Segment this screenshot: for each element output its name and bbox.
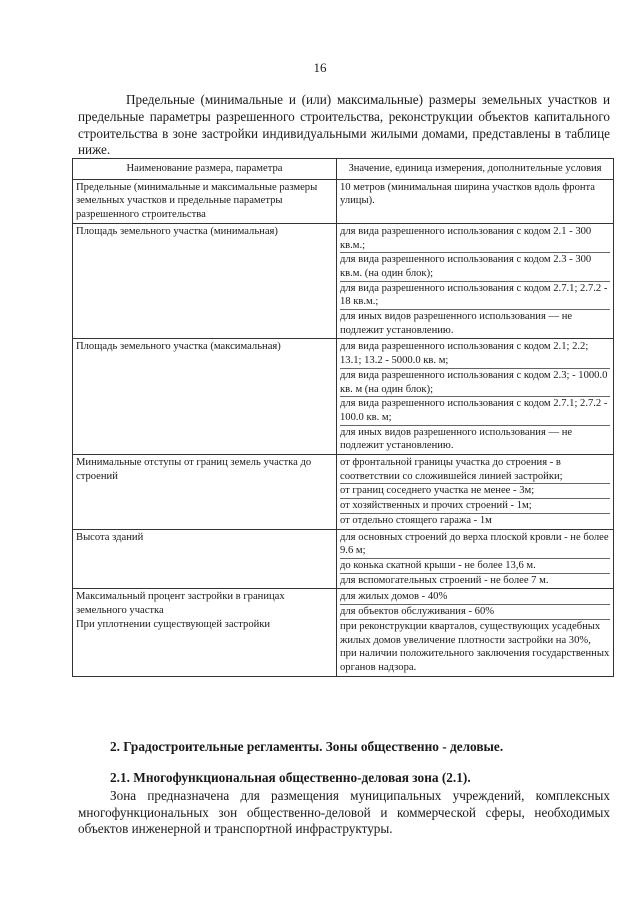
value-line: от хозяйственных и прочих строений - 1м; bbox=[340, 499, 610, 514]
value-line: до конька скатной крыши - не более 13,6 м. bbox=[340, 559, 610, 574]
value-line: для объектов обслуживания - 60% bbox=[340, 605, 610, 620]
intro-paragraph: Предельные (минимальные и (или) максимальные) размеры земельных участков и предельные параметры разрешенного строительства, реконструкции объектов капитального строительства в зоне застройки индивидуальными жилыми домами, представлены в таблице ниже. bbox=[78, 92, 610, 158]
value-line: для иных видов разрешенного использования — не подлежит установлению. bbox=[340, 426, 573, 452]
row-name-cell bbox=[73, 589, 337, 676]
value-line: для вида разрешенного использования с кодом 2.7.1; 2.7.2 - 100.0 кв. м; bbox=[340, 397, 610, 425]
parameters-table bbox=[72, 158, 614, 677]
column-header-parameter: Наименование размера, параметра bbox=[73, 159, 337, 180]
page-number: 16 bbox=[313, 60, 327, 75]
value-line: для вида разрешенного использования с кодом 2.1 - 300 кв.м.; bbox=[340, 225, 610, 253]
row-value-cell bbox=[337, 179, 614, 223]
section-heading: 2. Градостроительные регламенты. Зоны общественно - деловые. bbox=[110, 739, 504, 754]
table-row bbox=[73, 179, 614, 223]
value-line: для иных видов разрешенного использования — не подлежит установлению. bbox=[340, 311, 573, 336]
value-line: для вида разрешенного использования с кодом 2.1; 2.2; 13.1; 13.2 - 5000.0 кв. м; bbox=[340, 340, 610, 368]
row-name-extra-text: При уплотнении существующей застройки bbox=[76, 618, 271, 630]
value-line: 10 метров (минимальная ширина участков вдоль фронта улицы). bbox=[340, 181, 595, 207]
row-value-cell bbox=[337, 529, 614, 589]
row-value-cell bbox=[337, 455, 614, 530]
value-line: от границ соседнего участка не менее - 3м; bbox=[340, 484, 610, 499]
table-row bbox=[73, 589, 614, 676]
value-line: для вспомогательных строений - не более 7 м. bbox=[340, 574, 549, 586]
table-row bbox=[73, 339, 614, 455]
value-line: для вида разрешенного использования с кодом 2.3; - 1000.0 кв. м (на один блок); bbox=[340, 369, 610, 397]
row-name-cell: Высота зданий bbox=[73, 529, 337, 589]
subsection-heading: 2.1. Многофункциональная общественно-деловая зона (2.1). bbox=[110, 770, 471, 785]
table-header-row bbox=[73, 159, 614, 180]
table-row bbox=[73, 455, 614, 530]
table-row bbox=[73, 529, 614, 589]
value-line: для вида разрешенного использования с кодом 2.7.1; 2.7.2 - 18 кв.м.; bbox=[340, 282, 610, 310]
value-line: при реконструкции кварталов, существующих усадебных жилых домов увеличение плотности застройки на 30%, при наличии положительного заключения государственных органов надзора. bbox=[340, 620, 610, 673]
row-value-cell bbox=[337, 589, 614, 676]
column-header-value: Значение, единица измерения, дополнительные условия bbox=[337, 159, 614, 180]
table-row bbox=[73, 223, 614, 339]
subsection-paragraph: Зона предназначена для размещения муниципальных учреждений, комплексных многофункциональных зон общественно-деловой и коммерческой сферы, необходимых объектов инженерной и транспортной инфраструктуры. bbox=[78, 788, 610, 837]
value-line: для основных строений до верха плоской кровли - не более 9.6 м; bbox=[340, 531, 610, 559]
value-line: для вида разрешенного использования с кодом 2.3 - 300 кв.м. (на один блок); bbox=[340, 253, 610, 281]
value-line: от отдельно стоящего гаража - 1м bbox=[340, 514, 492, 526]
row-name-cell: Предельные (минимальные и максимальные размеры земельных участков и предельные параметры разрешенного строительства bbox=[73, 179, 337, 223]
row-value-cell bbox=[337, 339, 614, 455]
row-name-text: Максимальный процент застройки в границах земельного участка bbox=[76, 591, 285, 617]
row-name-cell: Площадь земельного участка (минимальная) bbox=[73, 223, 337, 339]
row-name-cell: Минимальные отступы от границ земель участка до строений bbox=[73, 455, 337, 530]
value-line: от фронтальной границы участка до строения - в соответствии со сложившейся линией застройки; bbox=[340, 456, 610, 484]
value-line: для жилых домов - 40% bbox=[340, 590, 610, 605]
row-value-cell bbox=[337, 223, 614, 339]
row-name-cell: Площадь земельного участка (максимальная) bbox=[73, 339, 337, 455]
